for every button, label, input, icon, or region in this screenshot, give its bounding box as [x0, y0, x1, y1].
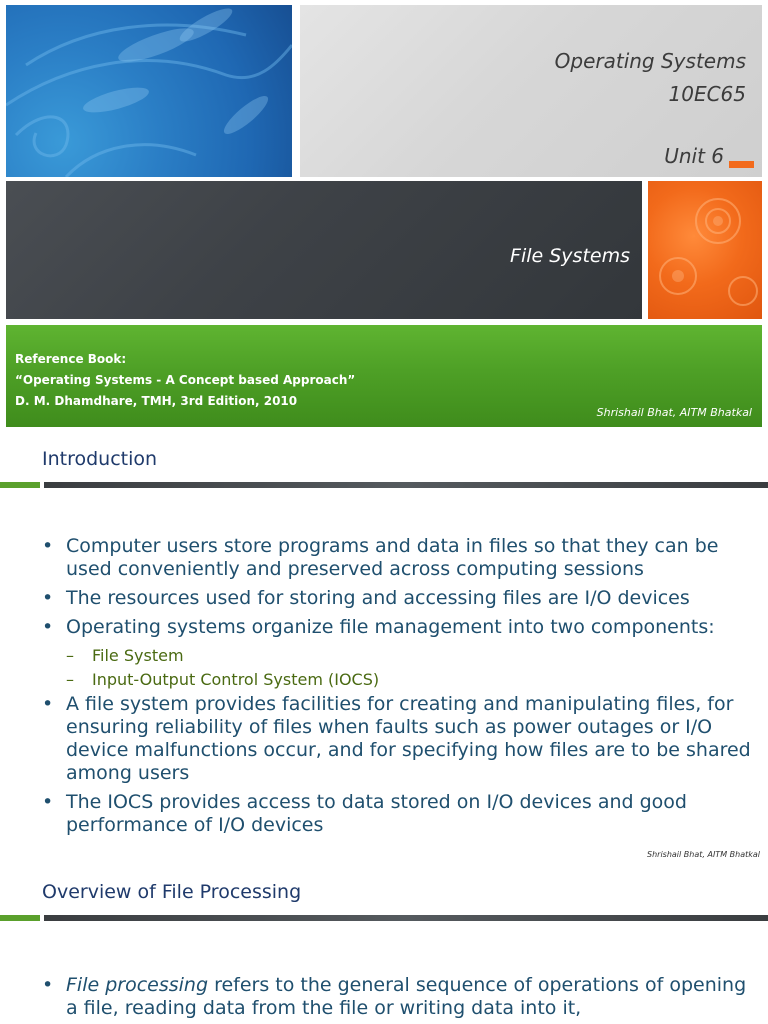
bullet-glyph: •	[42, 616, 54, 638]
sub-list-item	[42, 645, 762, 667]
gray-title-tile	[300, 5, 762, 177]
sub-list-item	[42, 669, 762, 691]
bullet-list	[42, 974, 762, 1024]
list-item	[42, 693, 762, 785]
bullet-glyph: •	[42, 693, 54, 715]
course-code: 10EC65	[668, 82, 746, 106]
slide-footer: Shrishail Bhat, AITM Bhatkal	[647, 850, 760, 859]
bullet-text: The IOCS provides access to data stored on I/O devices and good performance of I/O devices	[66, 791, 687, 836]
introduction-slide	[0, 436, 768, 868]
slide-heading: Overview of File Processing	[42, 881, 302, 903]
bullet-text: A file system provides facilities for creating and manipulating files, for ensuring reliability of files when faults such as power outages or I/O device malfunctions occur, and for specifying how files are to be shared among users	[66, 693, 751, 784]
bullet-glyph: •	[42, 535, 54, 557]
heading-rule	[0, 915, 768, 921]
bullet-text: Computer users store programs and data in files so that they can be used conveniently and preserved across computing sessions	[66, 535, 719, 580]
swirl-pattern-icon	[6, 5, 292, 177]
reference-block	[15, 349, 355, 412]
list-item	[42, 791, 762, 837]
sub-bullet-text: File System	[92, 646, 184, 665]
bullet-glyph: •	[42, 974, 54, 996]
rule-bar	[44, 482, 768, 488]
bullet-text: Operating systems organize file management into two components:	[66, 616, 715, 638]
reference-title: “Operating Systems - A Concept based Approach”	[15, 373, 356, 387]
unit-accent-bar	[729, 161, 754, 168]
list-item	[42, 616, 762, 639]
reference-heading: Reference Book:	[15, 352, 127, 366]
rule-bar	[44, 915, 768, 921]
list-item	[42, 974, 762, 1020]
slide-subtitle: File Systems	[510, 245, 630, 267]
bullet-glyph: •	[42, 791, 54, 813]
course-name: Operating Systems	[554, 49, 746, 73]
reference-author: D. M. Dhamdhare, TMH, 3rd Edition, 2010	[15, 394, 298, 408]
sub-bullet-text: Input-Output Control System (IOCS)	[92, 670, 380, 689]
bullet-text: refers to the general sequence of operations of opening a file, reading data from the file or writing data into it,	[66, 974, 747, 1019]
rule-accent	[0, 915, 40, 921]
heading-rule	[0, 482, 768, 488]
unit-label: Unit 6	[664, 144, 724, 168]
list-item	[42, 587, 762, 610]
blue-decor-tile	[6, 5, 292, 177]
circles-pattern-icon	[648, 181, 762, 319]
bullet-text: The resources used for storing and accessing files are I/O devices	[66, 587, 690, 609]
emphasis-term: File processing	[66, 974, 209, 996]
course-title	[555, 45, 746, 111]
slide-heading: Introduction	[42, 448, 158, 470]
presenter-credit: Shrishail Bhat, AITM Bhatkal	[596, 406, 752, 419]
orange-decor-tile	[648, 181, 762, 319]
list-item	[42, 535, 762, 581]
rule-accent	[0, 482, 40, 488]
title-slide	[0, 0, 768, 432]
dark-subtitle-tile	[6, 181, 642, 319]
sub-bullet-glyph: –	[66, 646, 74, 665]
green-reference-tile	[6, 325, 762, 427]
bullet-glyph: •	[42, 587, 54, 609]
bullet-list	[42, 535, 762, 843]
overview-slide	[0, 870, 768, 1024]
sub-bullet-glyph: –	[66, 670, 74, 689]
